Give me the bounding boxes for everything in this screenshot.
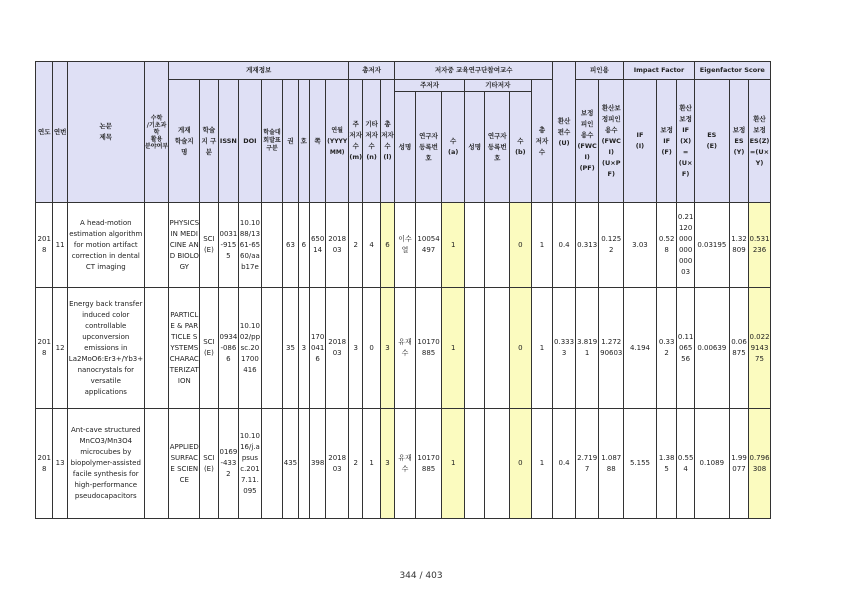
cell-total-authors: 1 [531,203,553,288]
cell-other-reg [485,409,510,519]
col-other-count: 기타 저자 수 (n) [363,80,380,203]
cell-year: 2018 [36,409,53,519]
cell-other-name [464,203,485,288]
col-es-conv: 환산 보정 ES(Z) =(U×Y) [749,80,771,203]
cell-if-corr: 0.332 [656,288,677,409]
cell-page: 65014 [309,203,325,288]
cell-issn: 0934-0866 [218,288,239,409]
col-volume: 권 [283,80,298,203]
group-impact-factor: Impact Factor [624,62,695,80]
cell-other-num: 0 [510,288,532,409]
group-authors: 총저자 [349,62,395,80]
cell-title: A head-motion estimation algorithm for motion artifact correction in dental CT imaging [67,203,144,288]
cell-date: 201803 [326,409,349,519]
cell-conv: 0.4 [553,409,576,519]
col-journal: 게재 학술지 명 [169,80,200,203]
cell-es-corr: 1.32809 [729,203,748,288]
research-table [35,61,808,519]
col-issue: 호 [298,80,309,203]
cell-main-name: 이수열 [395,203,416,288]
cell-bridge [144,409,169,519]
col-bridge: 수학 /기초과학 활용 분야여부 [144,62,169,203]
cell-journal: APPLIED SURFACE SCIENCE [169,409,200,519]
cell-title: Energy back transfer induced color controllable upconversion emissions in La2MoO6:Er3+/Yb3+ nanocrystals for versatile applications [67,288,144,409]
cell-main-count: 2 [349,203,363,288]
cell-main-reg: 10170885 [415,409,442,519]
cell-main-num: 1 [442,203,465,288]
cell-volume: 63 [283,203,298,288]
table-row [36,203,808,288]
col-main-num: 수 (a) [442,92,465,203]
cell-if-conv: 0.2112000000000003 [677,203,694,288]
cell-total-count: 6 [380,203,394,288]
cell-other-num: 0 [510,203,532,288]
col-serial: 연번 [53,62,67,203]
cell-if-corr: 1.385 [656,409,677,519]
group-participants: 저자중 교육연구단참여교수 [395,62,553,80]
cell-fwci-conv: 1.08788 [599,409,624,519]
cell-total-count: 3 [380,288,394,409]
cell-date: 201803 [326,288,349,409]
cell-volume: 35 [283,288,298,409]
col-other-num: 수 (b) [510,92,532,203]
cell-main-num: 1 [442,288,465,409]
col-if-corr: 보정 IF (F) [656,80,677,203]
col-page: 쪽 [309,80,325,203]
cell-main-count: 2 [349,409,363,519]
cell-year: 2018 [36,203,53,288]
group-citation: 피인용 [575,62,623,80]
cell-fwci-conv: 1.27290603 [599,288,624,409]
group-eigenfactor: Eigenfactor Score [694,62,770,80]
col-total-count: 총 저자 수 (l) [380,80,394,203]
col-main-reg: 연구자 등록번 호 [415,92,442,203]
cell-es: 0.00639 [694,288,729,409]
cell-other-name [464,409,485,519]
cell-serial: 13 [53,409,67,519]
cell-if-conv: 0.1106556 [677,288,694,409]
cell-issn: 0169-4332 [218,409,239,519]
cell-issue [298,409,309,519]
col-fwci: 보정 피인 용수 (FWC I) (PF) [575,80,599,203]
cell-if: 3.03 [624,203,657,288]
cell-total-authors: 1 [531,409,553,519]
cell-page: 398 [309,409,325,519]
cell-other-reg [485,288,510,409]
cell-serial: 11 [53,203,67,288]
col-conf: 학술대 회발표 구분 [261,80,283,203]
cell-main-count: 3 [349,288,363,409]
cell-fwci: 2.7197 [575,409,599,519]
cell-es-corr: 1.99077 [729,409,748,519]
cell-if: 4.194 [624,288,657,409]
cell-conf [261,288,283,409]
cell-title: Ant-cave structured MnCO3/Mn3O4 microcubes by biopolymer-assisted facile synthesis for high-performance pseudocapacitors [67,409,144,519]
cell-doi: 10.1002/ppsc.201700416 [239,288,262,409]
col-date: 연월 (YYYY MM) [326,80,349,203]
col-main-name: 성명 [395,92,416,203]
page-number: 344 / 403 [399,571,443,581]
col-if-conv: 환산 보정 IF(X) = (U×F) [677,80,694,203]
group-other-author: 기타저자 [464,80,531,92]
cell-if-conv: 0.554 [677,409,694,519]
cell-es: 0.1089 [694,409,729,519]
cell-bridge [144,203,169,288]
cell-es-conv: 0.022914375 [749,288,771,409]
cell-es-corr: 0.06875 [729,288,748,409]
cell-fwci-conv: 0.1252 [599,203,624,288]
cell-date: 201803 [326,203,349,288]
cell-issue: 6 [298,203,309,288]
cell-other-count: 0 [363,288,380,409]
col-other-reg: 연구자 등록번 호 [485,92,510,203]
cell-page: 1700416 [309,288,325,409]
cell-other-count: 4 [363,203,380,288]
cell-main-num: 1 [442,409,465,519]
cell-es-conv: 0.531236 [749,203,771,288]
cell-es: 0.03195 [694,203,729,288]
cell-main-name: 유재수 [395,288,416,409]
col-total-authors: 총 저자 수 [531,80,553,203]
cell-if: 5.155 [624,409,657,519]
cell-journal-type: SCI(E) [200,288,218,409]
col-doi: DOI [239,80,262,203]
cell-other-name [464,288,485,409]
cell-main-name: 유재수 [395,409,416,519]
cell-conv: 0.4 [553,203,576,288]
cell-year: 2018 [36,288,53,409]
cell-if-corr: 0.528 [656,203,677,288]
col-journal-type: 학술 지 구 분 [200,80,218,203]
col-title: 논문 제목 [67,62,144,203]
col-fwci-conv: 환산보 정피인 용수 (FWCI) (U×PF) [599,80,624,203]
cell-doi: 10.1016/j.apsusc.2017.11.095 [239,409,262,519]
cell-main-reg: 10054497 [415,203,442,288]
cell-conv: 0.3333 [553,288,576,409]
cell-journal-type: SCI(E) [200,203,218,288]
col-other-name: 성명 [464,92,485,203]
col-issn: ISSN [218,80,239,203]
table-row [36,409,808,519]
cell-issue: 3 [298,288,309,409]
col-es-corr: 보정 ES (Y) [729,80,748,203]
col-main-count: 주 저자 수 (m) [349,80,363,203]
col-year: 연도 [36,62,53,203]
cell-total-count: 3 [380,409,394,519]
col-if: IF (I) [624,80,657,203]
cell-journal: PHYSICS IN MEDICINE AND BIOLOGY [169,203,200,288]
cell-es-conv: 0.796308 [749,409,771,519]
col-es: ES (E) [694,80,729,203]
cell-conf [261,203,283,288]
cell-journal-type: SCI(E) [200,409,218,519]
group-pub-info: 게재정보 [169,62,349,80]
cell-main-reg: 10170885 [415,288,442,409]
group-main-author: 주저자 [395,80,465,92]
table-row [36,288,808,409]
cell-other-num: 0 [510,409,532,519]
cell-other-reg [485,203,510,288]
cell-total-authors: 1 [531,288,553,409]
cell-fwci: 0.313 [575,203,599,288]
cell-conf [261,409,283,519]
cell-fwci: 3.8191 [575,288,599,409]
cell-doi: 10.1088/1361-6560/aab17e [239,203,262,288]
cell-bridge [144,288,169,409]
cell-issn: 0031-9155 [218,203,239,288]
cell-journal: PARTICLE & PARTICLE SYSTEMS CHARACTERIZATION [169,288,200,409]
cell-serial: 12 [53,288,67,409]
cell-other-count: 1 [363,409,380,519]
col-conv: 환산 편수 (U) [553,62,576,203]
cell-volume: 435 [283,409,298,519]
